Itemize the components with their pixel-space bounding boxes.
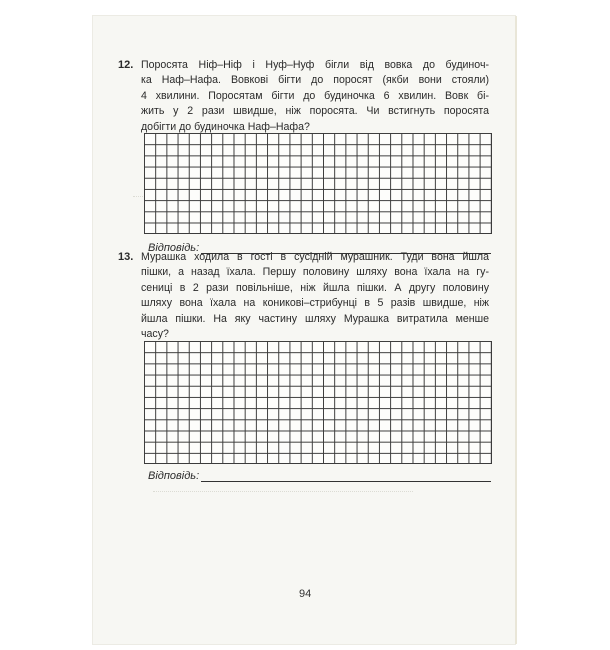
work-grid-12[interactable] bbox=[144, 133, 492, 234]
problem-line: пішки, а назад їхала. Першу половину шляху вона їхала на гу- bbox=[141, 266, 489, 279]
answer-label: Відповідь: bbox=[148, 470, 200, 482]
workbook-page bbox=[93, 16, 515, 644]
problem-line: Мурашка ходила в гості в сусідній мурашник. Туди вона йшла bbox=[141, 251, 489, 263]
show-through-text bbox=[153, 491, 413, 500]
problem-number: 13. bbox=[118, 251, 134, 263]
problem-line: Поросята Ніф–Ніф і Нуф–Нуф бігли від вовка до будиноч- bbox=[141, 59, 489, 71]
work-grid-13[interactable] bbox=[144, 341, 492, 464]
problem-line: сениці в 2 рази повільніше, ніж йшла пішки. А другу половину bbox=[141, 281, 489, 294]
page-number: 94 bbox=[299, 588, 312, 600]
problem-line: часу? bbox=[141, 328, 169, 341]
problem-number: 12. bbox=[118, 59, 134, 71]
problem-line: жить у 2 рази швидше, ніж поросята. Чи встигнуть поросята bbox=[141, 105, 489, 118]
problem-text bbox=[141, 250, 489, 342]
problem-line: йшла пішки. На яку частину шляху Мурашка витратила менше bbox=[141, 312, 489, 325]
problem-line: шляху вона їхала на коникові–стрибунці в 5 разів швидше, ніж bbox=[141, 297, 489, 310]
answer-line-13[interactable] bbox=[148, 470, 491, 482]
problem-text bbox=[141, 58, 489, 135]
answer-label: Відповідь: bbox=[148, 242, 200, 254]
problem-line: 4 хвилини. Поросятам бігти до будиночка 6 хвилин. Вовк бі- bbox=[141, 89, 489, 102]
problem-line: добігти до будиночка Наф–Нафа? bbox=[141, 120, 310, 133]
problem-line: ка Наф–Нафа. Вовкові бігти до поросят (якби вони стояли) bbox=[141, 74, 489, 87]
answer-underline[interactable] bbox=[201, 471, 491, 482]
